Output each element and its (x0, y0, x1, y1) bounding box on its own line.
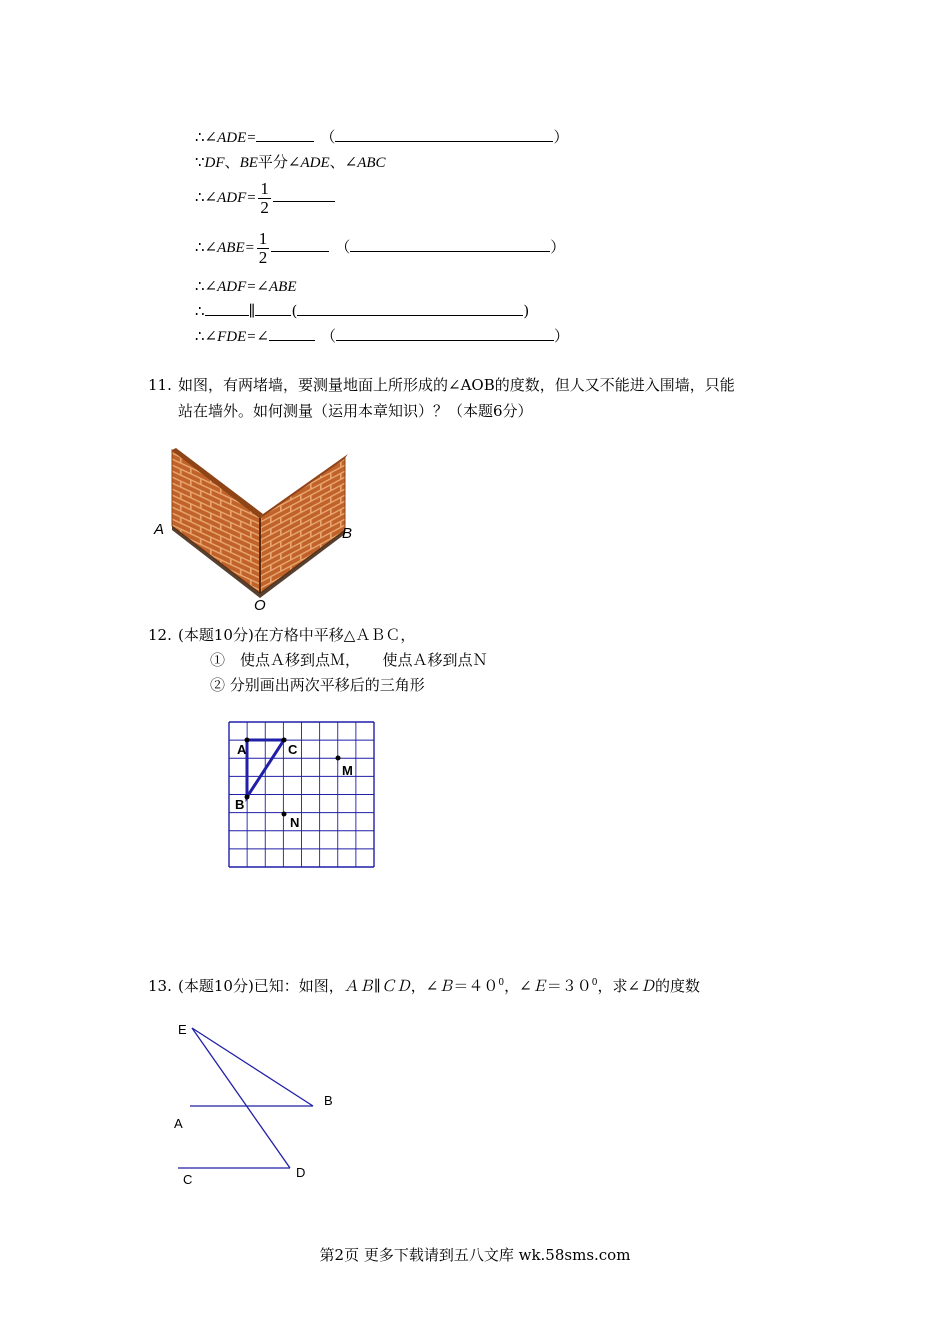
answer-blank[interactable] (273, 187, 335, 202)
point-c (282, 738, 287, 743)
answer-blank[interactable] (205, 301, 249, 316)
label-a: A (174, 1116, 183, 1131)
label-n: N (290, 815, 300, 830)
label-b: B (235, 797, 245, 812)
reason-blank[interactable] (297, 301, 523, 316)
proof-line-7: ∴∠FDE=∠ （ ） (195, 327, 570, 345)
proof-line-2: ∵DF、BE平分∠ADE、∠ABC (195, 153, 386, 171)
question-11-line2: 站在墙外。如何测量（运用本章知识）？（本题6分） (178, 402, 533, 420)
line-eb (192, 1028, 313, 1106)
label-d: D (296, 1165, 306, 1180)
line-ed (192, 1028, 290, 1168)
fraction-half: $\frac{1}{2}$ (258, 228, 268, 267)
question-12: 12. (本题10分)在方格中平移△ＡＢＣ， (148, 626, 416, 644)
reason-blank[interactable] (335, 127, 553, 142)
proof-line-3: ∴∠ADF= $\frac{1}{2}$ (195, 176, 335, 219)
grid-lines (229, 722, 374, 867)
point-b (245, 795, 250, 800)
answer-blank[interactable] (256, 127, 314, 142)
label-c: C (288, 742, 298, 757)
page-footer: 第2页 更多下载请到五八文库 wk.58sms.com (319, 1246, 631, 1264)
grid-figure (229, 722, 379, 872)
brick-wall-figure (150, 448, 360, 613)
left-wall (172, 450, 260, 593)
proof-line-1: ∴∠ADE= （ ） (195, 128, 569, 146)
label-b: B (342, 525, 353, 542)
answer-blank[interactable] (255, 301, 291, 316)
right-wall (260, 458, 345, 593)
label-a: A (237, 742, 247, 757)
question-11: 11. 如图，有两堵墙，要测量地面上所形成的∠AOB的度数，但人又不能进入围墙，只能 (148, 376, 735, 394)
label-o: O (254, 597, 266, 614)
label-m: M (342, 763, 353, 778)
proof-line-4: ∴∠ABE= $\frac{1}{2}$ （ ） (195, 228, 566, 267)
point-m (336, 756, 341, 761)
reason-blank[interactable] (350, 237, 550, 252)
question-12-item-2: ② 分别画出两次平移后的三角形 (210, 676, 425, 694)
answer-blank[interactable] (269, 326, 315, 341)
label-b: B (324, 1093, 333, 1108)
proof-line-5: ∴∠ADF=∠ABE (195, 277, 297, 295)
parallel-lines-figure (170, 1018, 350, 1193)
label-e: E (178, 1022, 187, 1037)
label-a: A (154, 521, 165, 538)
answer-blank[interactable] (271, 237, 329, 252)
fraction-half: $\frac{1}{2}$ (260, 178, 269, 217)
question-13: 13. (本题10分)已知：如图，ＡＢ∥ＣＤ，$\angle B=40^0$，$\angle E=30^0$，求∠Ｄ的度数 (148, 977, 701, 995)
question-12-item-1: ① 使点Ａ移到点Ｍ， 使点Ａ移到点Ｎ (210, 651, 488, 669)
label-c: C (183, 1172, 193, 1187)
proof-line-6: ∴ ∥ ( ) (195, 302, 530, 320)
reason-blank[interactable] (336, 326, 554, 341)
point-n (282, 812, 287, 817)
